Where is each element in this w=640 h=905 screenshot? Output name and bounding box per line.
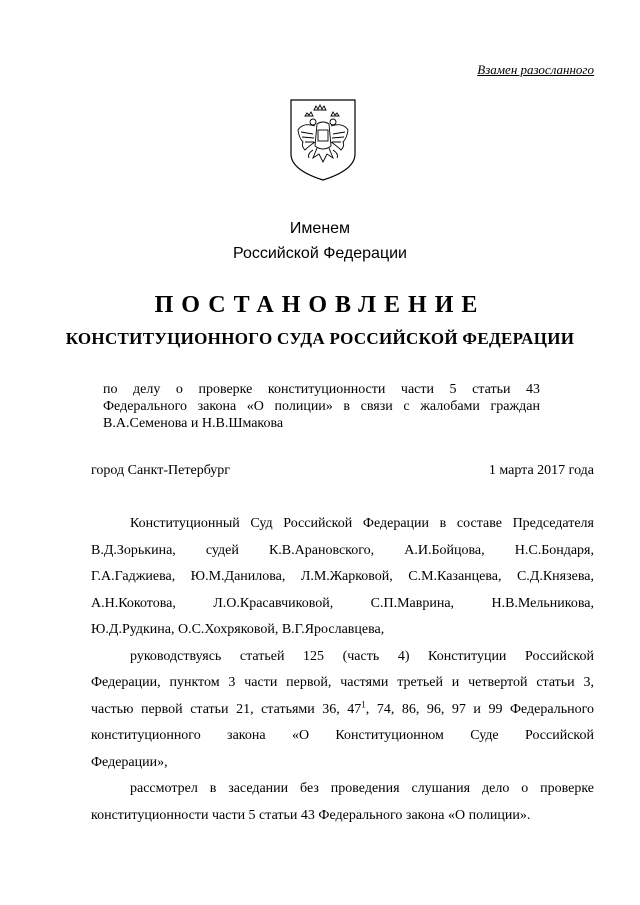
body-line: Г.А.Гаджиева, Ю.М.Данилова, Л.М.Жарковой, С.М.Казанцева, С.Д.Князева, <box>91 569 594 584</box>
body-line: А.Н.Кокотова, Л.О.Красавчиковой, С.П.Маврина, Н.В.Мельникова, <box>91 595 594 611</box>
body-line: Конституционный Суд Российской Федерации в составе Председателя <box>130 516 594 531</box>
body-line: Федерации, пунктом 3 части первой, частями третьей и четвертой статьи 3, <box>91 675 594 690</box>
body-text: , 74, 86, 96, 97 и 99 Федерального <box>365 701 594 717</box>
body-line: рассмотрел в заседании без проведения слушания дело о проверке <box>130 781 594 796</box>
case-line: Федерального закона «О полиции» в связи с жалобами граждан <box>103 399 540 414</box>
in-the-name-of: Именем <box>289 220 351 237</box>
date: 1 марта 2017 года <box>488 463 594 478</box>
document-body <box>91 511 594 829</box>
superscript: 1 <box>361 698 366 709</box>
russian-coat-of-arms-icon <box>287 96 359 182</box>
case-line: по делу о проверке конституционности части 5 статьи 43 <box>103 382 540 397</box>
body-line: Ю.Д.Рудкина, О.С.Хохряковой, В.Г.Ярославцева, <box>91 622 385 637</box>
case-line: В.А.Семенова и Н.В.Шмакова <box>103 416 284 431</box>
body-line: конституционного закона «О Конституционном Суде Российской <box>91 728 594 743</box>
body-line: конституционности части 5 статьи 43 Федерального закона «О полиции». <box>91 807 531 823</box>
body-line: руководствуясь статьей 125 (часть 4) Конституции Российской <box>130 648 594 664</box>
place: город Санкт-Петербург <box>91 463 231 478</box>
case-description <box>103 381 540 432</box>
body-line: Федерации», <box>91 754 168 770</box>
replacement-stamp: Взамен разосланного <box>477 62 594 77</box>
body-line <box>91 697 594 724</box>
body-line: В.Д.Зорькина, судей К.В.Арановского, А.И.Бойцова, Н.С.Бондаря, <box>91 542 594 558</box>
russian-federation: Российской Федерации <box>233 245 407 262</box>
document-title: ПОСТАНОВЛЕНИЕ <box>154 292 486 318</box>
body-text: частью первой статьи 21, статьями 36, 47 <box>91 701 362 717</box>
court-name: КОНСТИТУЦИОННОГО СУДА РОССИЙСКОЙ ФЕДЕРАЦИИ <box>65 329 575 348</box>
